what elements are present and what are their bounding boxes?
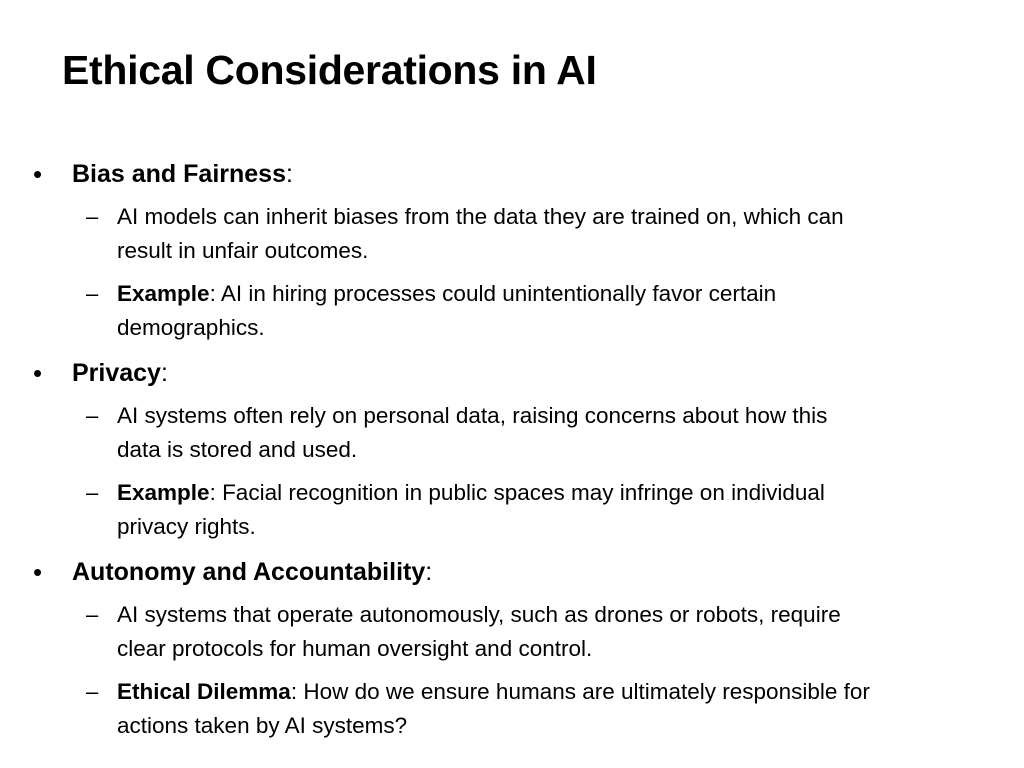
sub-item-line-2: demographics. [117, 315, 265, 340]
sub-item-lead: Example [117, 281, 210, 306]
bullet-heading-colon: : [160, 359, 168, 387]
dash-icon: – [86, 480, 99, 505]
dash-icon: – [86, 204, 99, 229]
sub-item-text [117, 399, 997, 467]
bullet-icon: • [33, 557, 43, 587]
sub-item-line-2: privacy rights. [117, 514, 256, 539]
sub-item-line-2: clear protocols for human oversight and control. [117, 636, 593, 661]
bullet-heading-colon: : [425, 558, 433, 586]
sub-item-text [117, 476, 997, 544]
sub-item-line-1: : How do we ensure humans are ultimately responsible for [290, 679, 870, 704]
bullet-heading [72, 159, 293, 189]
bullet-heading [72, 358, 168, 388]
sub-item-text [117, 277, 997, 345]
dash-icon: – [86, 403, 99, 428]
bullet-icon: • [33, 358, 43, 388]
bullet-heading-bold: Autonomy and Accountability [72, 558, 426, 586]
sub-item-line-2: result in unfair outcomes. [117, 238, 369, 263]
sub-item-line-1: AI systems that operate autonomously, such as drones or robots, require [117, 602, 841, 627]
dash-icon: – [86, 281, 99, 306]
sub-item-text [117, 200, 997, 268]
bullet-heading-bold: Bias and Fairness [72, 160, 286, 188]
sub-item-line-1: AI models can inherit biases from the data they are trained on, which can [117, 204, 844, 229]
sub-item-text [117, 675, 997, 743]
dash-icon: – [86, 679, 99, 704]
sub-item-text [117, 598, 997, 666]
bullet-heading-bold: Privacy [72, 359, 161, 387]
sub-item-line-1: AI systems often rely on personal data, raising concerns about how this [117, 403, 828, 428]
sub-item-line-2: data is stored and used. [117, 437, 358, 462]
dash-icon: – [86, 602, 99, 627]
slide-title: Ethical Considerations in AI [62, 47, 597, 93]
bullet-icon: • [33, 159, 43, 189]
bullet-heading [72, 557, 432, 587]
sub-item-line-2: actions taken by AI systems? [117, 713, 408, 738]
bullet-heading-colon: : [285, 160, 293, 188]
sub-item-lead: Example [117, 480, 210, 505]
sub-item-line-1: : AI in hiring processes could unintentionally favor certain [209, 281, 777, 306]
sub-item-lead: Ethical Dilemma [117, 679, 291, 704]
sub-item-line-1: : Facial recognition in public spaces may infringe on individual [209, 480, 825, 505]
